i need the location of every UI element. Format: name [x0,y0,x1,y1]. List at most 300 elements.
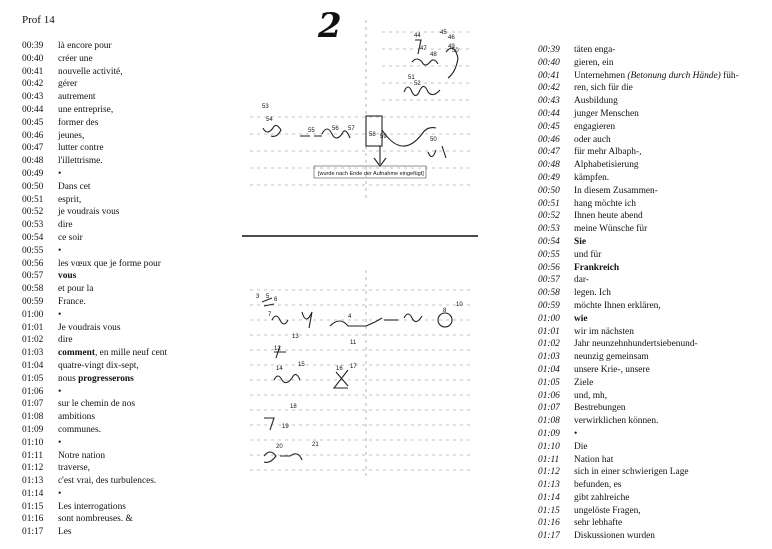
transcript-segment: befunden, es [574,480,622,491]
transcript-row [22,373,167,386]
timestamp: 00:59 [22,296,44,307]
transcript-text [58,232,83,245]
transcript-segment: In diesem Zusammen- [574,185,658,196]
transcript-row [538,466,739,479]
timestamp: 00:51 [22,194,44,205]
transcript-text [574,134,611,147]
transcript-segment: former des [58,117,99,128]
note-number: 12 [274,346,281,352]
transcript-text [574,338,698,351]
transcript-segment: gérer [58,79,78,90]
transcript-segment: nous [58,373,79,384]
staff-lines [250,20,470,478]
transcript-row [22,78,167,91]
transcript-segment: hang möchte ich [574,198,636,209]
transcript-segment: l'illettrisme. [58,156,103,167]
timestamp: 01:03 [22,348,44,359]
timestamp: 00:43 [22,92,44,103]
timestamp: 01:11 [22,450,44,461]
timestamp: 01:01 [22,322,44,333]
timestamp: 01:15 [22,501,44,512]
note-number: 8 [443,308,447,314]
transcript-text [574,172,609,185]
transcript-text [574,185,658,198]
timestamp: 00:58 [538,288,560,299]
transcript-segment: sur le chemin de nos [58,399,136,410]
timestamp: 01:16 [22,514,44,525]
transcript-text [58,155,103,168]
transcript-segment: traverse, [58,463,91,474]
note-number: 15 [298,362,305,368]
upper-handwriting [263,40,458,178]
left-transcript-column [22,40,167,539]
transcript-row [538,82,739,95]
transcript-segment: Unternehmen [574,70,628,81]
timestamp: 00:53 [538,224,560,235]
transcript-segment: dar- [574,275,589,286]
transcript-segment: kämpfen. [574,172,610,183]
transcript-row [22,450,167,463]
transcript-segment: esprit, [58,194,82,205]
note-number: 14 [276,366,283,372]
transcript-row [538,223,739,236]
transcript-text [574,198,636,211]
transcript-row [538,364,739,377]
transcript-text [574,492,629,505]
transcript-row [22,334,167,347]
timestamp: 00:41 [538,70,560,81]
timestamp: 00:45 [22,117,44,128]
transcript-text [58,411,95,424]
note-number: 17 [350,364,357,370]
transcript-segment: täten enga- [574,45,616,55]
transcript-text [58,181,91,194]
transcript-text [574,441,588,454]
transcript-row [538,441,739,454]
note-number: 20 [276,444,283,450]
note-number: 58 [369,132,376,138]
transcript-row [538,210,739,223]
timestamp: 01:00 [538,313,560,324]
note-number: 5 [266,294,270,300]
transcript-row [538,159,739,172]
transcript-segment: et pour la [58,284,94,295]
page-header-title: Prof 14 [22,14,55,26]
transcript-text [58,296,86,309]
transcript-text [574,530,655,543]
transcript-text [574,287,611,300]
note-number: 21 [312,442,319,448]
transcript-row [22,181,167,194]
transcript-segment: junger Menschen [574,108,639,119]
note-number: 11 [350,340,357,346]
transcript-segment: (Betonung durch Hände) [627,70,721,81]
transcript-row [22,270,167,283]
timestamp: 01:08 [538,416,560,427]
transcript-row [538,121,739,134]
note-number: 46 [448,35,455,41]
transcript-text [574,274,589,287]
transcript-row [22,501,167,514]
transcript-segment: ce soir [58,232,83,243]
transcript-text [58,91,95,104]
transcript-segment: füh- [720,70,739,81]
transcript-text [574,390,607,403]
transcript-segment: Je voudrais vous [58,322,121,333]
transcript-row [22,283,167,296]
note-number: 7 [268,312,272,318]
timestamp: 00:48 [538,160,560,171]
transcript-row [538,402,739,415]
timestamp: 00:40 [22,53,44,64]
transcript-segment: oder auch [574,134,611,145]
timestamp: 00:49 [538,172,560,183]
transcript-segment: les vœux que je forme pour [58,258,161,269]
transcript-segment: für mehr Albaph-, [574,147,642,158]
timestamp: 00:39 [538,45,560,55]
transcript-row [22,347,167,360]
transcript-row [538,274,739,287]
transcript-row [22,245,167,258]
timestamp: 00:52 [22,207,44,218]
transcript-row [538,287,739,300]
transcript-segment: autrement [58,92,96,103]
timestamp: 01:05 [538,377,560,388]
timestamp: 01:17 [538,531,560,542]
transcript-segment: • [574,428,578,439]
transcript-segment: • [58,437,62,448]
transcript-segment: • [58,488,62,499]
transcript-row [538,262,739,275]
transcript-row [538,505,739,518]
transcript-segment: Nation hat [574,454,614,465]
transcript-text [58,424,101,437]
timestamp: 00:42 [22,79,44,90]
transcript-text [574,313,588,326]
transcript-row [22,475,167,488]
timestamp: 00:56 [22,258,44,269]
transcript-text [574,44,615,57]
transcript-row [538,185,739,198]
transcript-text [574,326,634,339]
transcript-row [22,130,167,143]
timestamp: 01:11 [538,454,560,465]
transcript-text [574,223,647,236]
timestamp: 00:50 [538,185,560,196]
transcript-row [538,351,739,364]
transcript-segment: là encore pour [58,41,112,51]
timestamp: 00:54 [538,236,560,247]
timestamp: 00:57 [538,275,560,286]
timestamp: 00:58 [22,284,44,295]
transcript-segment: quatre-vingt dix-sept, [58,360,139,371]
timestamp: 01:13 [22,476,44,487]
transcript-text [58,245,61,258]
transcript-text [58,258,161,271]
transcript-row [538,57,739,70]
transcript-row [538,172,739,185]
note-number: 4 [348,314,352,320]
transcript-text [58,501,126,514]
transcript-text [58,373,134,386]
transcript-text [58,526,72,539]
transcript-segment: engagieren [574,121,616,132]
note-number: 53 [262,104,269,110]
transcript-segment: créer une [58,53,93,64]
timestamp: 01:09 [538,428,560,439]
timestamp: 00:42 [538,83,560,94]
transcript-row [538,390,739,403]
transcript-segment: sehr lebhafte [574,518,623,529]
transcript-row [22,462,167,475]
transcript-row [538,236,739,249]
timestamp: 01:06 [22,386,44,397]
transcript-segment: je voudrais vous [58,207,120,218]
timestamp: 00:40 [538,57,560,68]
transcript-segment: legen. Ich [574,288,611,299]
transcript-row [22,91,167,104]
timestamp: 00:54 [22,232,44,243]
transcript-row [22,258,167,271]
transcript-segment: ren, sich für die [574,83,633,94]
transcript-text [58,334,73,347]
transcript-segment: • [58,245,62,256]
timestamp: 01:14 [22,488,44,499]
transcript-row [22,142,167,155]
transcript-segment: Ausbildung [574,96,618,107]
timestamp: 00:45 [538,121,560,132]
timestamp: 00:47 [22,143,44,154]
transcript-segment: nouvelle activité, [58,66,123,77]
transcript-text [58,142,104,155]
timestamp: 00:53 [22,220,44,231]
transcript-segment: Die [574,441,588,452]
transcript-row [22,411,167,424]
transcript-segment: Ihnen heute abend [574,211,643,222]
transcript-row [22,322,167,335]
transcript-text [574,364,650,377]
transcript-text [574,95,618,108]
transcript-text [58,219,73,232]
transcript-text [58,322,121,335]
transcript-segment: sich in einer schwierigen Lage [574,467,689,478]
transcript-row [22,424,167,437]
transcript-segment: Sie [574,236,586,247]
transcript-row [538,415,739,428]
timestamp: 01:00 [22,309,44,320]
timestamp: 00:55 [22,245,44,256]
transcript-segment: Les interrogations [58,501,126,512]
transcript-row [538,338,739,351]
timestamp: 00:44 [22,104,44,115]
transcript-text [574,479,621,492]
transcript-segment: neunzig gemeinsam [574,352,649,363]
timestamp: 00:43 [538,96,560,107]
transcript-row [22,53,167,66]
transcript-segment: vous [58,271,77,282]
transcript-row [22,194,167,207]
timestamp: 00:49 [22,168,44,179]
transcript-text [574,300,661,313]
timestamp: 01:07 [538,403,560,414]
transcript-segment: ungelöste Fragen, [574,505,641,516]
transcript-row [538,530,739,543]
timestamp: 01:07 [22,399,44,410]
transcript-segment: une entreprise, [58,104,114,115]
note-number: 44 [414,33,421,39]
transcript-row [22,296,167,309]
transcript-text [58,78,77,91]
transcript-text [574,70,739,83]
transcript-text [58,283,93,296]
timestamp: 01:10 [538,441,560,452]
timestamp: 01:15 [538,505,560,516]
timestamp: 00:59 [538,300,560,311]
note-number: 56 [332,126,339,132]
transcript-segment: • [58,168,62,179]
transcript-row [22,398,167,411]
transcript-segment: Bestrebungen [574,403,626,414]
transcript-segment: gibt zahlreiche [574,492,630,503]
timestamp: 01:05 [22,373,44,384]
transcript-text [58,104,113,117]
transcript-text [58,270,76,283]
transcript-text [574,159,639,172]
transcript-text [574,57,614,70]
timestamp: 00:50 [22,181,44,192]
timestamp: 00:48 [22,156,44,167]
timestamp: 00:47 [538,147,560,158]
timestamp: 01:02 [538,339,560,350]
transcript-segment: möchte Ihnen erklären, [574,300,661,311]
transcript-segment: comment [58,348,95,359]
transcript-segment: Notre nation [58,450,106,461]
transcript-segment: jeunes, [58,130,85,141]
transcript-row [22,386,167,399]
transcript-row [22,513,167,526]
notation-caption: [wurde nach Ende der Aufnahme eingefügt] [318,171,424,177]
transcript-segment: communes. [58,424,101,435]
transcript-text [58,66,123,79]
transcript-text [58,194,81,207]
transcript-segment: Jahr neunzehnhundertsiebenund- [574,339,698,350]
transcript-segment: gieren, ein [574,57,614,68]
transcript-row [22,104,167,117]
note-number: 50 [452,48,459,54]
note-number: 45 [440,30,447,36]
timestamp: 01:12 [22,463,44,474]
note-number: 49 [448,44,455,50]
transcript-text [574,262,619,275]
transcript-segment: meine Wünsche für [574,224,648,235]
transcript-segment: progresserons [78,373,134,384]
timestamp: 00:56 [538,262,560,273]
transcript-text [58,130,84,143]
transcript-text [574,121,615,134]
timestamp: 00:57 [22,271,44,282]
transcript-text [574,454,613,467]
transcript-row [538,428,739,441]
transcript-text [58,53,93,66]
timestamp: 01:12 [538,467,560,478]
transcript-text [574,415,658,428]
transcript-row [538,95,739,108]
transcript-segment: wir im nächsten [574,326,634,337]
transcript-text [58,475,156,488]
transcript-row [22,206,167,219]
transcript-segment: Ziele [574,377,594,388]
transcript-segment: , en mille neuf cent [94,348,168,359]
note-number: 59 [380,134,387,140]
transcript-row [538,492,739,505]
note-number: 10 [456,302,463,308]
transcript-row [22,219,167,232]
right-transcript-column [538,44,739,543]
timestamp: 01:06 [538,390,560,401]
timestamp: 00:51 [538,198,560,209]
transcript-row [538,454,739,467]
transcript-row [22,309,167,322]
transcript-row [22,488,167,501]
note-number: 51 [408,75,415,81]
transcript-segment: Frankreich [574,262,620,273]
timestamp: 01:02 [22,335,44,346]
transcript-segment: Alphabetisierung [574,160,639,171]
note-number: 48 [430,52,437,58]
transcript-text [58,347,167,360]
transcript-text [58,168,61,181]
transcript-row [22,360,167,373]
timestamp: 01:09 [22,424,44,435]
transcript-row [22,66,167,79]
timestamp: 00:44 [538,108,560,119]
transcript-text [574,108,639,121]
transcript-text [58,450,105,463]
transcript-row [22,526,167,539]
timestamp: 01:04 [22,360,44,371]
timestamp: 00:52 [538,211,560,222]
transcript-row [538,377,739,390]
transcript-text [574,505,641,518]
transcript-row [538,134,739,147]
transcript-text [574,517,622,530]
transcript-row [538,44,739,57]
transcript-segment: c'est vrai, des turbulences. [58,476,157,487]
timestamp: 01:17 [22,527,44,538]
transcript-row [538,70,739,83]
transcript-row [538,108,739,121]
transcript-row [538,326,739,339]
timestamp: 01:08 [22,412,44,423]
transcript-text [574,236,586,249]
transcript-text [58,117,98,130]
transcript-segment: • [58,309,62,320]
transcript-row [538,249,739,262]
timestamp: 00:39 [22,41,44,51]
timestamp: 00:46 [538,134,560,145]
page-number: 2 [318,6,342,46]
timestamp: 01:01 [538,326,560,337]
transcript-segment: lutter contre [58,143,104,154]
timestamp: 01:03 [538,352,560,363]
transcript-row [538,300,739,313]
transcript-text [58,488,61,501]
transcript-row [538,313,739,326]
transcript-row [22,232,167,245]
note-number: 13 [292,334,299,340]
transcript-row [22,40,167,53]
transcript-segment: verwirklichen können. [574,416,659,427]
